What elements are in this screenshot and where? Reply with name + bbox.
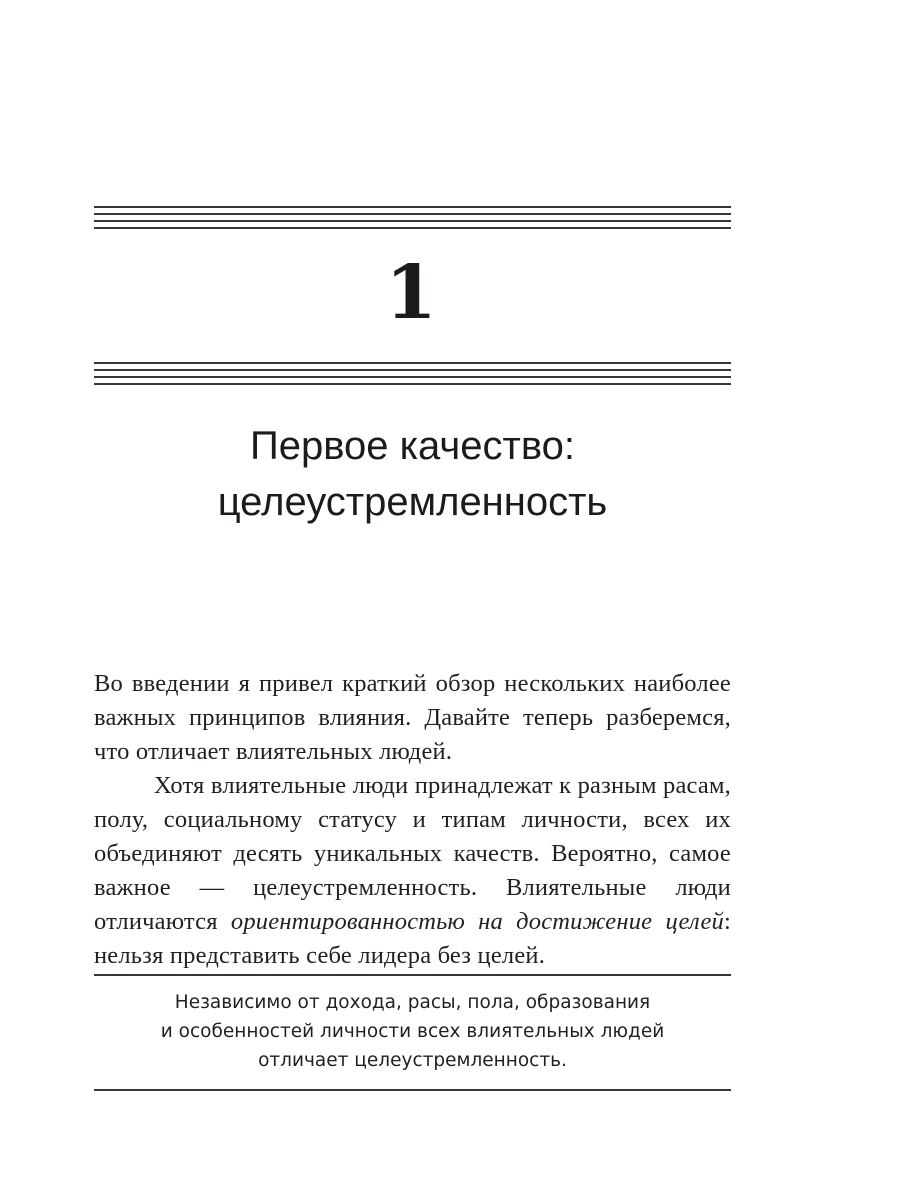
bottom-decorative-rules — [94, 362, 731, 390]
rule-line — [94, 206, 731, 208]
pull-quote-line-3: отличает целеустремленность. — [258, 1050, 567, 1071]
paragraph-1: Во введении я привел краткий обзор нескольких наиболее важных принципов влияния. Давайте теперь разберемся, что отличает влиятельных людей. — [94, 670, 731, 765]
pull-quote-bottom-rule — [94, 1089, 731, 1091]
pull-quote-text — [94, 976, 731, 1089]
paragraph-2-emphasis: ориентированностью на достижение целей — [230, 908, 724, 935]
paragraph-2-text-start: Хотя влиятельные люди принадлежат к разным расам, полу, социальному статусу и типам личности, всех их объединяют десять уникальных качеств. Вероятно, самое важное — целеустремленность. Влиятельные люди отличаются — [94, 772, 731, 935]
rule-line — [94, 362, 731, 364]
rule-line — [94, 213, 731, 215]
rule-line — [94, 376, 731, 378]
body-text — [94, 667, 731, 973]
chapter-title-line-1: Первое качество: — [250, 424, 575, 468]
rule-line — [94, 369, 731, 371]
pull-quote-line-1: Независимо от дохода, расы, пола, образования — [174, 992, 651, 1013]
chapter-title — [94, 418, 731, 530]
pull-quote — [94, 974, 731, 1091]
rule-line — [94, 220, 731, 222]
pull-quote-line-2: и особенностей личности всех влиятельных людей — [160, 1021, 665, 1042]
paragraph-2 — [94, 769, 731, 973]
chapter-number: 1 — [385, 250, 437, 336]
top-decorative-rules — [94, 206, 731, 234]
rule-line — [94, 227, 731, 229]
rule-line — [94, 383, 731, 385]
paragraph-2-text-end: : нельзя представить себе лидера без целей. — [94, 908, 731, 969]
chapter-title-line-2: целеустремленность — [217, 480, 608, 524]
